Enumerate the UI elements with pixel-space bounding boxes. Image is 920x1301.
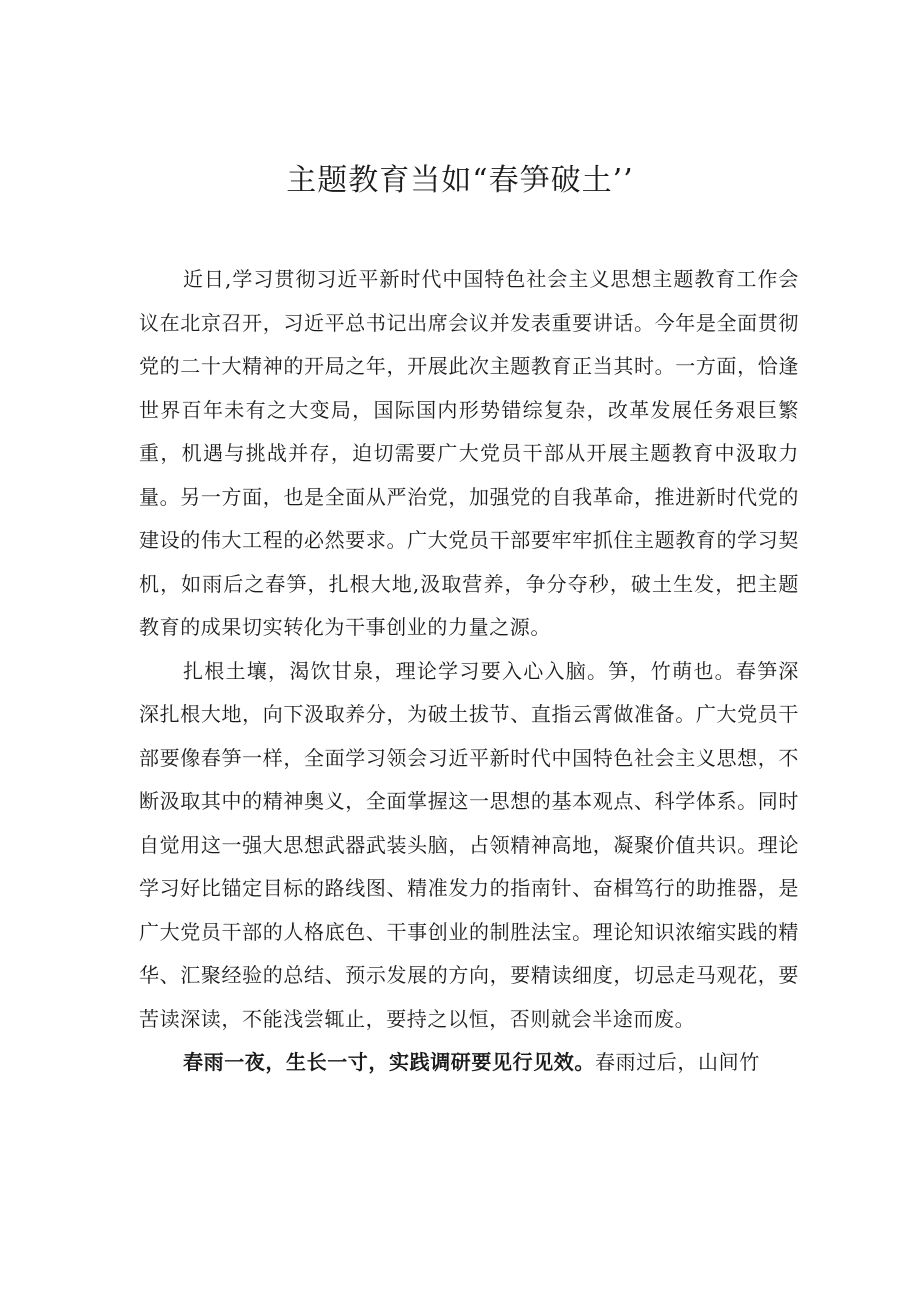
paragraph-text: 扎根土壤，渴饮甘泉，理论学习要入心入脑。笋，竹萌也。春笋深深扎根大地，向下汲取养分，为破土拔节、直指云霄做准备。广大党员干部要像春笋一样，全面学习领会习近平新时代中国特色社会主义思想，不断汲取其中的精神奥义，全面掌握这一思想的基本观点、科学体系。同时自觉用这一强大思想武器武装头脑，占领精神高地，凝聚价值共识。理论学习好比锚定目标的路线图、精准发力的指南针、奋楫笃行的助推器，是广大党员干部的人格底色、干事创业的制胜法宝。理论知识浓缩实践的精华、汇聚经验的总结、预示发展的方向，要精读细度，切忌走马观花，要苦读深读，不能浅尝辄止，要持之以恒，否则就会半途而废。: [139, 658, 799, 1031]
document-body: [139, 258, 799, 1085]
body-paragraph: [139, 258, 799, 650]
paragraph-lead: 春雨一夜，生长一寸，实践调研要见行见效。: [183, 1050, 595, 1074]
body-paragraph: [139, 650, 799, 1042]
body-paragraph: [139, 1041, 799, 1085]
document-title: 主题教育当如“春笋破土’’: [286, 163, 634, 198]
paragraph-text: 近日,学习贯彻习近平新时代中国特色社会主义思想主题教育工作会议在北京召开，习近平总书记出席会议并发表重要讲话。今年是全面贯彻党的二十大精神的开局之年，开展此次主题教育正当其时。一方面，恰逢世界百年未有之大变局，国际国内形势错综复杂，改革发展任务艰巨繁重，机遇与挑战并存，迫切需要广大党员干部从开展主题教育中汲取力量。另一方面，也是全面从严治党，加强党的自我革命，推进新时代党的建设的伟大工程的必然要求。广大党员干部要牢牢抓住主题教育的学习契机，如雨后之春笋，扎根大地,汲取营养，争分夺秒，破土生发，把主题教育的成果切实转化为干事创业的力量之源。: [139, 267, 799, 639]
paragraph-text: 春雨过后，山间竹: [595, 1050, 760, 1074]
